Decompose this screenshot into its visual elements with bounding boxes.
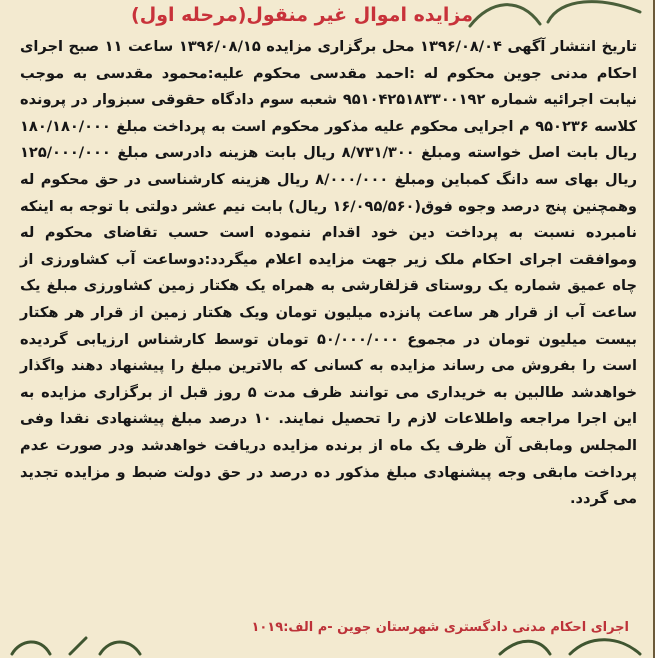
notice-footer: اجرای احکام مدنی دادگستری شهرستان جوین -م الف:۱۰۱۹ (251, 620, 629, 635)
notice-title: مزایده اموال غیر منقول(مرحله اول) (131, 4, 473, 26)
notice-body: تاریخ انتشار آگهی ۱۳۹۶/۰۸/۰۴ محل برگزاری مزایده ۱۳۹۶/۰۸/۱۵ ساعت ۱۱ صبح اجرای احکام مدنی جوین محکوم له :احمد مقدسی محکوم علیه:محمود مقدسی به موجب نیابت اجرائیه شماره ۹۵۱۰۴۲۵۱۸۳۳۰۰۱۹۲ شعبه سوم دادگاه حقوقی سبزوار در پرونده کلاسه ۹۵۰۲۳۶ م اجرایی محکوم علیه مذکور محکوم است به پرداخت مبلغ ۱۸۰/۱۸۰/۰۰۰ ریال بابت اصل خواسته ومبلغ ۸/۷۳۱/۳۰۰ ریال بابت هزینه دادرسی مبلغ ۱۲۵/۰۰۰/۰۰۰ ریال بهای سه دانگ کمباین ومبلغ ۸/۰۰۰/۰۰۰ ریال هزینه کارشناسی در حق محکوم له وهمچنین پنج درصد وجوه فوق(۱۶/۰۹۵/۵۶۰ ریال) بابت نیم عشر دولتی با توجه به اینکه نامبرده نسبت به پرداخت دین خود اقدام ننموده است حسب تقاضای محکوم له وموافقت اجرای احکام ملک زیر جهت مزایده اعلام میگردد:دوساعت آب کشاورزی از چاه عمیق شماره یک روستای قزلقارشی به همراه یک هکتار زمین کشاورزی مبلغ یک ساعت آب از قرار هر ساعت پانزده میلیون تومان ویک هکتار زمین از قرار هر هکتار بیست میلیون تومان در مجموع ۵۰/۰۰۰/۰۰۰ تومان توسط کارشناس ارزیابی گردیده است را بفروش می رساند مزایده به کسانی که بالاترین مبلغ را پیشنهاد دهند واگذار خواهدشد طالبین به خریداری می توانند ظرف مدت ۵ روز قبل از برگزاری مزایده به این اجرا مراجعه واطلاعات لازم را تحصیل نمایند. ۱۰ درصد مبلغ پیشنهادی نقدا وفی المجلس ومابقی آن ظرف یک ماه از برنده مزایده دریافت خواهدشد ودر صورت عدم پرداخت مابقی وجه پیشنهادی مبلغ مذکور ده درصد در حق دولت ضبط و مزایده تجدید می گردد. (20, 38, 638, 508)
